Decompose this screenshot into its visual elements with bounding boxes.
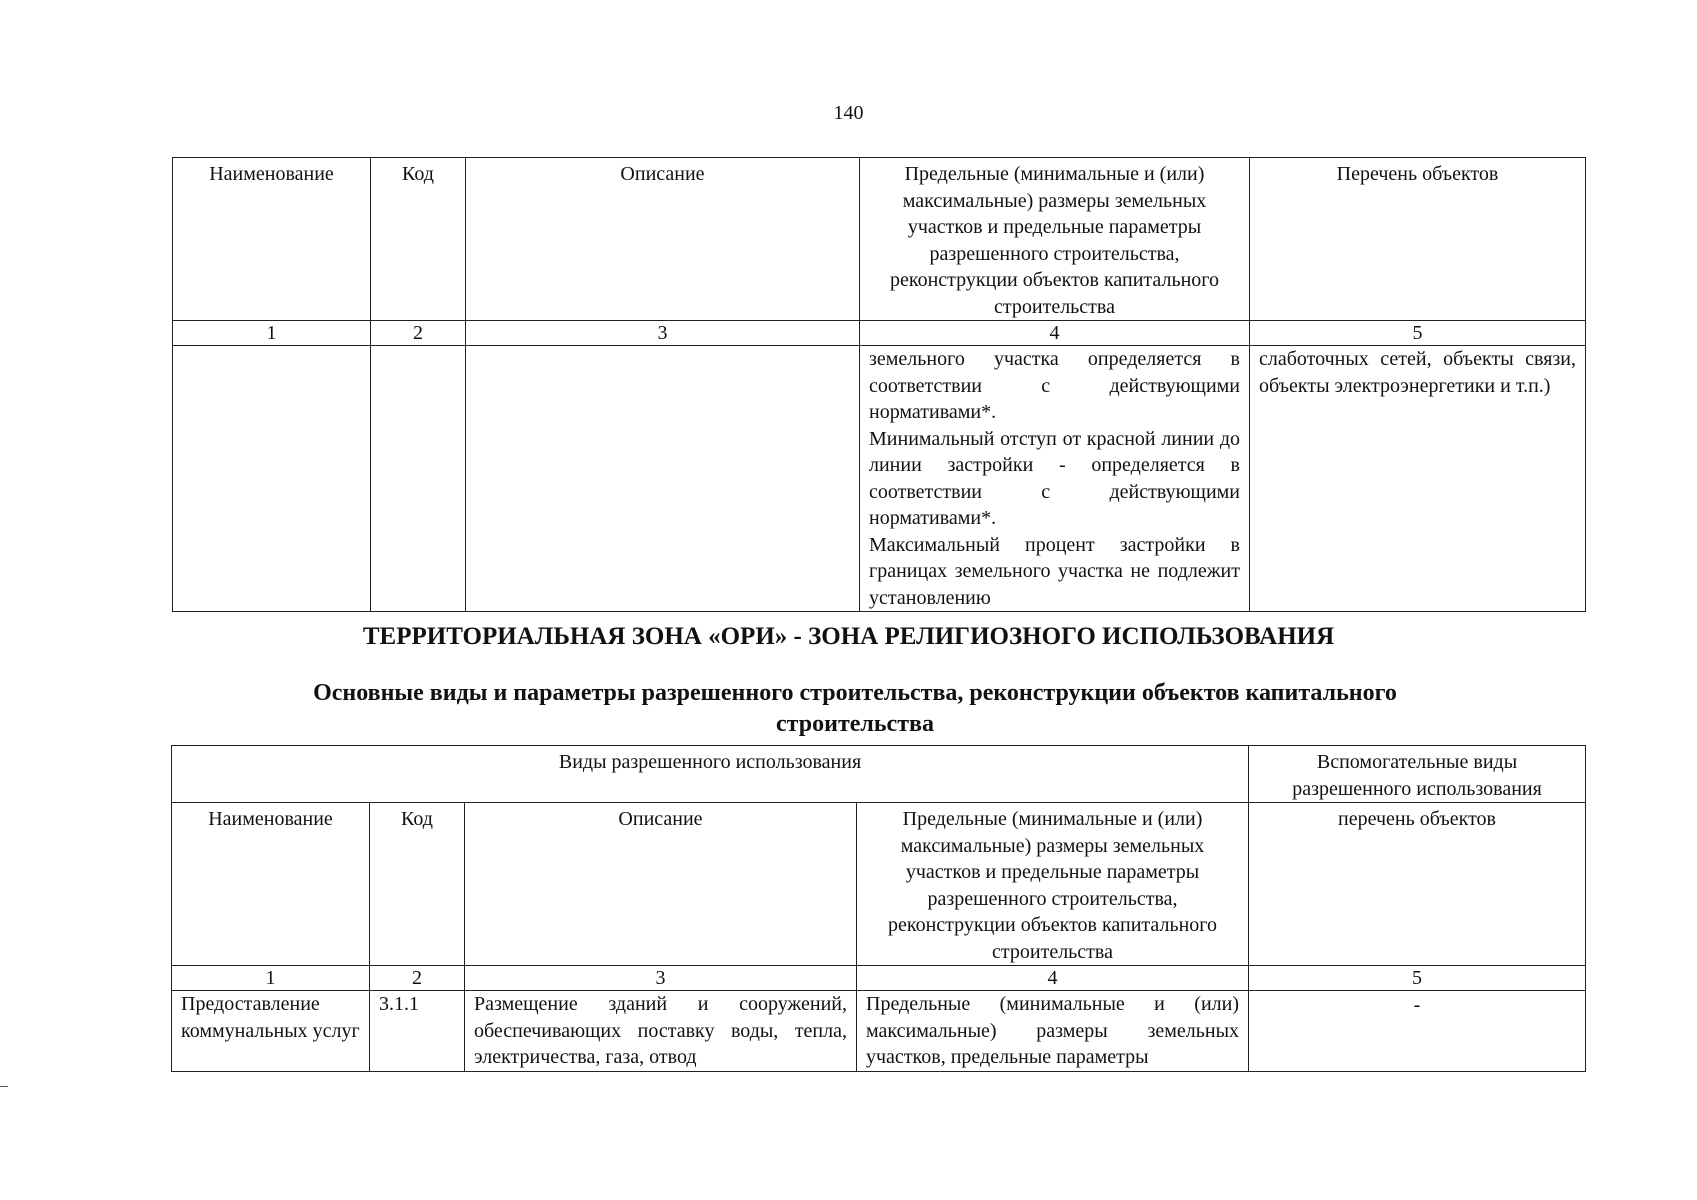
header-objects: перечень объектов (1249, 803, 1586, 966)
table-continued (172, 157, 1586, 612)
table-row (173, 346, 1586, 612)
section-heading: Основные виды и параметры разрешенного строительства, реконструкции объектов капитального строительства (313, 680, 1397, 737)
column-number-row (172, 966, 1586, 991)
cell-name (173, 346, 371, 612)
table-header-row (173, 158, 1586, 321)
zone-heading: ТЕРРИТОРИАЛЬНАЯ ЗОНА «ОРИ» - ЗОНА РЕЛИГИОЗНОГО ИСПОЛЬЗОВАНИЯ (362, 623, 1335, 650)
cell-objects (1250, 346, 1586, 612)
column-number: 2 (371, 321, 466, 346)
group-header-row (172, 746, 1586, 803)
margin-mark (0, 1086, 8, 1087)
header-description: Описание (466, 158, 860, 321)
column-number: 3 (465, 966, 857, 991)
cell-description (465, 991, 857, 1072)
header-description: Описание (465, 803, 857, 966)
column-number: 3 (466, 321, 860, 346)
page-number: 140 (833, 102, 864, 124)
cell-limits (860, 346, 1250, 612)
limits-paragraph: Минимальный отступ от красной линии до линии застройки - определяется в соответствии с действующими нормативами*. (869, 427, 1240, 529)
limits-paragraph: Максимальный процент застройки в границах земельного участка не подлежит установлению (869, 533, 1240, 609)
header-code: Код (371, 158, 466, 321)
column-number: 1 (172, 966, 370, 991)
cell-code (371, 346, 466, 612)
column-number: 2 (370, 966, 465, 991)
description-text: Размещение зданий и сооружений, обеспечивающих поставку воды, тепла, электричества, газа, отвод (474, 993, 847, 1068)
column-number-row (173, 321, 1586, 346)
column-number: 5 (1249, 966, 1586, 991)
cell-code: 3.1.1 (370, 991, 465, 1072)
cell-description (466, 346, 860, 612)
column-number: 1 (173, 321, 371, 346)
group-header-aux: Вспомогательные виды разрешенного использования (1249, 746, 1586, 803)
cell-limits (857, 991, 1249, 1072)
header-limits: Предельные (минимальные и (или) максимальные) размеры земельных участков и предельные параметры разрешенного строительства, реконструкции объектов капитального строительства (857, 803, 1249, 966)
header-name: Наименование (172, 803, 370, 966)
table-header-row (172, 803, 1586, 966)
column-number: 5 (1250, 321, 1586, 346)
header-name: Наименование (173, 158, 371, 321)
cell-objects: - (1249, 991, 1586, 1072)
cell-name: Предоставление коммунальных услуг (172, 991, 370, 1072)
column-number: 4 (857, 966, 1249, 991)
header-limits: Предельные (минимальные и (или) максимальные) размеры земельных участков и предельные параметры разрешенного строительства, реконструкции объектов капитального строительства (860, 158, 1250, 321)
column-number: 4 (860, 321, 1250, 346)
table-row (172, 991, 1586, 1072)
header-code: Код (370, 803, 465, 966)
table-main-uses (171, 745, 1586, 1072)
header-objects: Перечень объектов (1250, 158, 1586, 321)
limits-paragraph: земельного участка определяется в соответствии с действующими нормативами*. (869, 348, 1240, 423)
group-header-main: Виды разрешенного использования (172, 746, 1249, 803)
objects-text: слаботочных сетей, объекты связи, объекты электроэнергетики и т.п.) (1259, 348, 1576, 397)
limits-text: Предельные (минимальные и (или) максимальные) размеры земельных участков, предельные параметры (866, 993, 1240, 1068)
